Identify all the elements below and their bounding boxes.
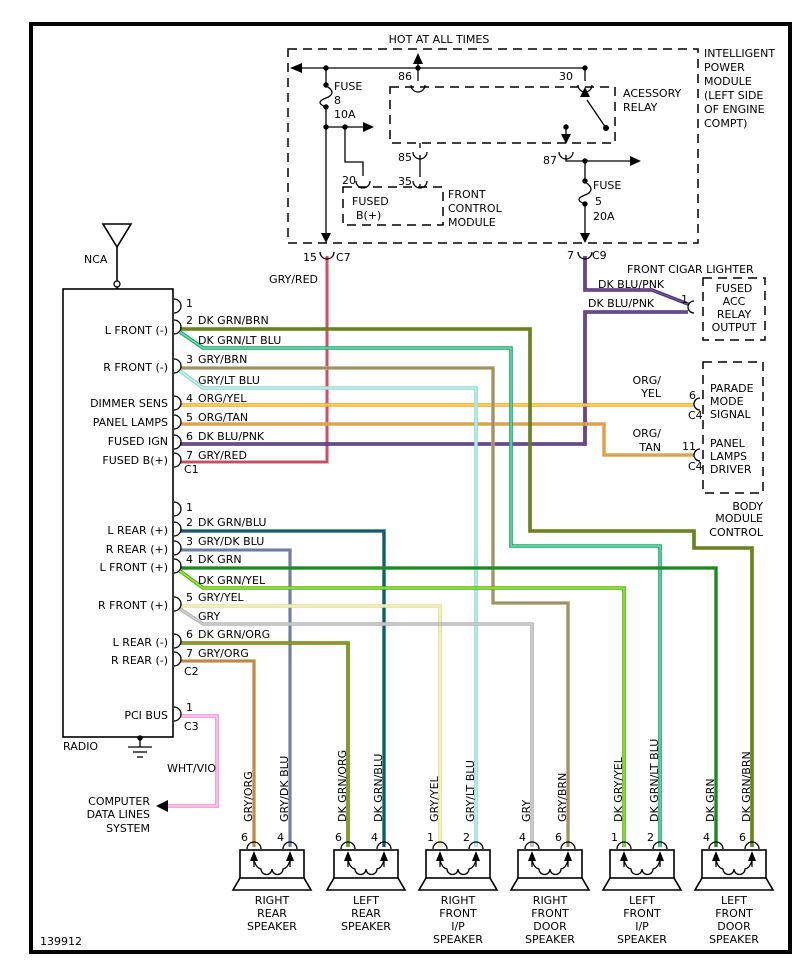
svg-text:RIGHT: RIGHT [440, 894, 476, 907]
svg-text:FRONT: FRONT [439, 907, 477, 920]
svg-text:4: 4 [703, 831, 710, 844]
terminal-85-label: 85 [398, 151, 412, 164]
svg-text:5: 5 [186, 411, 193, 424]
svg-text:GRY/BRN: GRY/BRN [198, 353, 248, 366]
svg-text:3: 3 [186, 353, 193, 366]
svg-text:DK BLU/PNK: DK BLU/PNK [198, 430, 265, 443]
svg-text:DK GRN: DK GRN [198, 553, 242, 566]
svg-text:1: 1 [611, 831, 618, 844]
svg-text:4: 4 [277, 831, 284, 844]
terminal-86-label: 86 [398, 70, 412, 83]
svg-text:(LEFT SIDE: (LEFT SIDE [704, 89, 764, 102]
svg-text:1: 1 [186, 297, 193, 310]
svg-text:MODE: MODE [710, 395, 744, 408]
wire-dk-grn [180, 568, 716, 847]
svg-text:R FRONT (-): R FRONT (-) [103, 361, 168, 374]
c7-label: C7 [336, 251, 351, 264]
dk-blu-pnk-label-b: DK BLU/PNK [588, 297, 655, 310]
wire-label-vertical: GRY [520, 799, 533, 822]
svg-text:2: 2 [186, 516, 193, 529]
svg-text:DK GRN/BLU: DK GRN/BLU [198, 516, 267, 529]
svg-text:6: 6 [555, 831, 562, 844]
front-control-module [343, 187, 503, 229]
svg-text:SYSTEM: SYSTEM [106, 822, 150, 835]
pci-bus-label: PCI BUS [124, 709, 168, 722]
svg-text:DK GRN/YEL: DK GRN/YEL [198, 574, 266, 587]
svg-text:FRONT: FRONT [623, 907, 661, 920]
branch-right-arrow-icon [363, 122, 374, 132]
bus-left-arrow-icon [290, 63, 302, 73]
terminal-86-connector-icon [411, 85, 425, 92]
c4-pin11-label: 11 [682, 440, 696, 453]
svg-text:I/P: I/P [451, 920, 465, 933]
svg-text:GRY/YEL: GRY/YEL [198, 591, 244, 604]
radio-pin-function: L FRONT (-) [104, 324, 168, 337]
ground-icon [128, 735, 152, 757]
acc-feed-right-arrow-icon [630, 156, 641, 166]
wire-label-vertical: DK GRN/ORG [336, 749, 349, 822]
wire-dk-grn-org [180, 643, 348, 847]
c9-label: C9 [592, 249, 607, 262]
svg-text:FUSED B(+): FUSED B(+) [102, 454, 168, 467]
c2-connector-label: C2 [184, 665, 199, 678]
wire-label-vertical: DK GRN/BLU [372, 753, 385, 822]
fuse5-label: FUSE [593, 179, 622, 192]
facro-pin-label: 1 [681, 293, 688, 306]
svg-text:PANEL LAMPS: PANEL LAMPS [92, 416, 168, 429]
speaker-left-rear [327, 750, 405, 933]
svg-text:COMPT): COMPT) [704, 117, 748, 130]
relay-armature-arrow-icon [580, 87, 590, 97]
fuse8-icon [320, 86, 332, 107]
speaker-left-front-ip [603, 739, 681, 946]
svg-text:MODULE: MODULE [704, 75, 752, 88]
svg-text:DK GRN/ORG: DK GRN/ORG [198, 628, 271, 641]
svg-text:ORG/YEL: ORG/YEL [198, 392, 247, 405]
wire-dk-grn-org [180, 643, 348, 847]
svg-text:2: 2 [186, 314, 193, 327]
svg-text:6: 6 [241, 831, 248, 844]
speaker-coil-icon [532, 860, 568, 875]
svg-text:1: 1 [427, 831, 434, 844]
ipm-title: INTELLIGENT [704, 47, 776, 60]
c7-down-arrow-icon [321, 233, 331, 243]
nca-label: NCA [84, 253, 108, 266]
svg-text:L REAR (-): L REAR (-) [112, 636, 168, 649]
c7-pin-label: 15 [303, 251, 317, 264]
svg-text:OUTPUT: OUTPUT [711, 321, 757, 334]
svg-text:6: 6 [186, 628, 193, 641]
wire-label-vertical: DK GRN [704, 778, 717, 822]
svg-text:PARADE: PARADE [710, 382, 754, 395]
terminal-30-label: 30 [559, 70, 573, 83]
svg-text:4: 4 [186, 392, 193, 405]
svg-text:GRY/ORG: GRY/ORG [198, 647, 249, 660]
wire-label-vertical: GRY/ORG [242, 771, 255, 822]
svg-text:4: 4 [186, 553, 193, 566]
svg-text:8: 8 [334, 94, 341, 107]
svg-text:CONTROL: CONTROL [709, 526, 763, 539]
svg-text:YEL: YEL [641, 387, 661, 400]
svg-text:GRY/LT BLU: GRY/LT BLU [198, 374, 260, 387]
svg-text:B(+): B(+) [356, 209, 382, 222]
svg-text:MODULE: MODULE [448, 216, 496, 229]
svg-text:1: 1 [186, 701, 193, 714]
svg-text:SPEAKER: SPEAKER [433, 933, 483, 946]
svg-text:6: 6 [186, 430, 193, 443]
speaker-right-front-ip [419, 760, 497, 946]
terminal-35-label: 35 [398, 175, 412, 188]
svg-text:FUSED: FUSED [715, 282, 753, 295]
speaker-right-front-door [511, 773, 589, 946]
speaker-coil-icon [254, 860, 290, 875]
c3-connector-label: C3 [184, 720, 199, 733]
svg-text:GRY: GRY [198, 610, 221, 623]
svg-text:GRY/DK BLU: GRY/DK BLU [198, 535, 265, 548]
speaker-coil-icon [440, 860, 476, 875]
c4-label-a: C4 [688, 409, 703, 422]
svg-text:DATA LINES: DATA LINES [86, 808, 150, 821]
c4-pin6-label: 6 [689, 389, 696, 402]
relay-blade-icon [587, 100, 606, 128]
svg-text:6: 6 [739, 831, 746, 844]
svg-text:REAR: REAR [351, 907, 381, 920]
svg-text:I/P: I/P [635, 920, 649, 933]
facro-pin-connector-icon [688, 301, 694, 313]
svg-text:SPEAKER: SPEAKER [709, 933, 759, 946]
svg-text:POWER: POWER [704, 61, 745, 74]
svg-text:SPEAKER: SPEAKER [617, 933, 667, 946]
svg-text:CONTROL: CONTROL [448, 202, 502, 215]
speaker-coil-icon [716, 860, 752, 875]
svg-text:RIGHT: RIGHT [532, 894, 568, 907]
svg-text:L REAR (+): L REAR (+) [107, 524, 168, 537]
svg-text:DK GRN/LT BLU: DK GRN/LT BLU [198, 334, 282, 347]
accessory-relay-label: ACESSORY [623, 87, 682, 100]
svg-text:SPEAKER: SPEAKER [247, 920, 297, 933]
c4-label-b: C4 [688, 460, 703, 473]
radio-unit [63, 224, 318, 775]
radio-box [63, 289, 173, 737]
wire-label-vertical: GRY/LT BLU [464, 760, 477, 822]
fuse8-label: FUSE [334, 80, 363, 93]
wire-label-vertical: DK GRN/BRN [740, 751, 753, 822]
svg-text:2: 2 [647, 831, 654, 844]
svg-text:SPEAKER: SPEAKER [341, 920, 391, 933]
svg-text:R FRONT (+): R FRONT (+) [97, 599, 168, 612]
svg-text:RELAY: RELAY [716, 308, 752, 321]
svg-text:REAR: REAR [257, 907, 287, 920]
intelligent-power-module [288, 33, 775, 264]
fused-b-label: FUSED [352, 195, 389, 208]
svg-text:4: 4 [519, 831, 526, 844]
data-lines-left-arrow-icon [156, 800, 168, 812]
hot-feed-up-arrow-icon [413, 53, 423, 64]
svg-text:ORG/TAN: ORG/TAN [198, 411, 249, 424]
dk-blu-pnk-label-a: DK BLU/PNK [598, 278, 665, 291]
c9-pin-label: 7 [567, 249, 574, 262]
svg-text:20A: 20A [593, 210, 615, 223]
svg-text:COMPUTER: COMPUTER [88, 795, 150, 808]
svg-text:LAMPS: LAMPS [710, 450, 748, 463]
svg-text:DRIVER: DRIVER [710, 463, 752, 476]
wire-label-vertical: GRY/BRN [556, 772, 569, 822]
svg-text:OF ENGINE: OF ENGINE [704, 103, 765, 116]
fcm-name: FRONT [448, 188, 486, 201]
svg-text:RELAY: RELAY [623, 101, 658, 114]
c1-connector-label: C1 [184, 463, 199, 476]
fused-acc-relay-output [588, 263, 765, 340]
svg-text:DIMMER SENS: DIMMER SENS [90, 397, 168, 410]
svg-text:FRONT: FRONT [715, 907, 753, 920]
svg-text:5: 5 [595, 195, 602, 208]
speaker-left-front-door [695, 751, 773, 946]
svg-text:FRONT: FRONT [531, 907, 569, 920]
svg-text:L FRONT (+): L FRONT (+) [99, 561, 168, 574]
svg-text:ACC: ACC [722, 295, 746, 308]
front-cigar-lighter-label: FRONT CIGAR LIGHTER [627, 263, 754, 276]
svg-text:DOOR: DOOR [533, 920, 567, 933]
svg-text:LEFT: LEFT [353, 894, 379, 907]
svg-text:10A: 10A [334, 108, 356, 121]
svg-text:7: 7 [186, 647, 193, 660]
terminal-20-label: 20 [342, 174, 356, 187]
body-module-control [632, 362, 763, 539]
svg-text:MODULE: MODULE [715, 512, 763, 525]
terminal-87-label: 87 [543, 154, 557, 167]
svg-text:LEFT: LEFT [629, 894, 655, 907]
svg-text:R REAR (-): R REAR (-) [111, 654, 168, 667]
svg-text:DK GRN/BRN: DK GRN/BRN [198, 314, 269, 327]
svg-text:6: 6 [335, 831, 342, 844]
wire-label-vertical: GRY/DK BLU [278, 755, 291, 822]
svg-text:RIGHT: RIGHT [254, 894, 290, 907]
svg-text:2: 2 [463, 831, 470, 844]
wire-dk-grn [180, 568, 716, 847]
wht-vio-wire-label: WHT/VIO [167, 762, 217, 775]
svg-text:SPEAKER: SPEAKER [525, 933, 575, 946]
hot-at-all-times-label: HOT AT ALL TIMES [388, 33, 490, 46]
svg-text:SIGNAL: SIGNAL [710, 408, 751, 421]
wire-label-vertical: GRY/YEL [428, 776, 441, 822]
svg-text:R REAR (+): R REAR (+) [105, 543, 168, 556]
svg-text:DOOR: DOOR [717, 920, 751, 933]
radio-label: RADIO [63, 740, 99, 753]
svg-text:BODY: BODY [732, 500, 763, 513]
svg-text:3: 3 [186, 535, 193, 548]
svg-text:7: 7 [186, 449, 193, 462]
svg-text:4: 4 [371, 831, 378, 844]
svg-text:TAN: TAN [639, 441, 661, 454]
svg-text:FUSED IGN: FUSED IGN [107, 435, 168, 448]
wire-label-vertical: DK GRN/LT BLU [648, 738, 661, 822]
computer-data-lines [87, 795, 168, 835]
speaker-coil-icon [348, 860, 384, 875]
org-yel-label: ORG/ [632, 374, 661, 387]
svg-text:LEFT: LEFT [721, 894, 747, 907]
speaker-right-rear [233, 756, 311, 933]
svg-text:1: 1 [186, 501, 193, 514]
fuse5-icon [579, 182, 591, 204]
c9-down-arrow-icon [580, 233, 590, 243]
svg-text:GRY/RED: GRY/RED [198, 449, 247, 462]
speaker-coil-icon [624, 860, 660, 875]
gry-red-wire-label: GRY/RED [269, 273, 318, 286]
wire-label-vertical: DK GRY/YEL [612, 757, 625, 822]
svg-text:PANEL: PANEL [710, 437, 745, 450]
sheet-number: 139912 [40, 935, 82, 948]
svg-text:5: 5 [186, 591, 193, 604]
org-tan-label: ORG/ [632, 427, 661, 440]
